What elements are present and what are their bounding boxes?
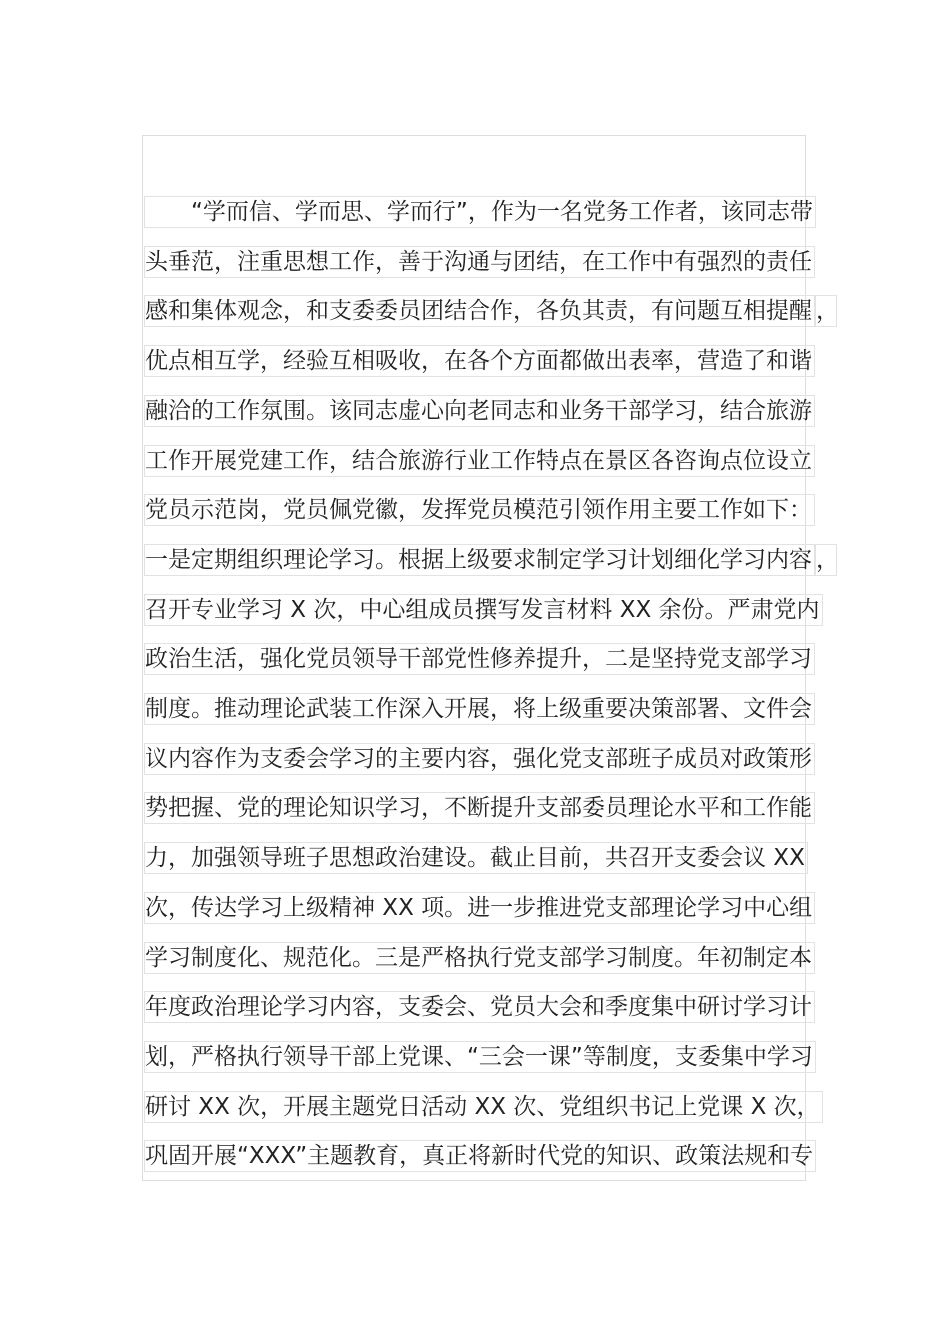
- text-line: 年度政治理论学习内容，支委会、党员大会和季度集中研讨学习计: [144, 991, 815, 1023]
- text-line: 一是定期组织理论学习。根据上级要求制定学习计划细化学习内容: [144, 544, 815, 576]
- text-line: 学习制度化、规范化。三是严格执行党支部学习制度。年初制定本: [144, 942, 815, 974]
- text-line: 感和集体观念，和支委委员团结合作，各负其责，有问题互相提醒: [144, 295, 815, 327]
- text-line: 巩固开展“XXX”主题教育，真正将新时代党的知识、政策法规和专: [144, 1140, 816, 1172]
- text-line: 研讨 XX 次，开展主题党日活动 XX 次、党组织书记上党课 X 次，: [144, 1091, 823, 1123]
- text-line: 党员示范岗，党员佩党徽，发挥党员模范引领作用主要工作如下：: [144, 494, 815, 526]
- text-row: [144, 494, 815, 526]
- text-row: [144, 1041, 816, 1073]
- text-row: [144, 942, 815, 974]
- text-row: [144, 792, 815, 824]
- text-row: [144, 246, 815, 278]
- overflow-punctuation: ，: [815, 544, 837, 576]
- text-row: [144, 295, 837, 327]
- text-row: [144, 544, 837, 576]
- text-line: 划，严格执行领导干部上党课、“三会一课”等制度，支委集中学习: [144, 1041, 816, 1073]
- text-row: [144, 395, 815, 427]
- text-line: 优点相互学，经验互相吸收，在各个方面都做出表率，营造了和谐: [144, 345, 815, 377]
- text-row: [144, 892, 815, 924]
- text-line: 势把握、党的理论知识学习，不断提升支部委员理论水平和工作能: [144, 792, 815, 824]
- text-row: [144, 643, 815, 675]
- text-row: [144, 196, 816, 228]
- text-line: 制度。推动理论武装工作深入开展，将上级重要决策部署、文件会: [144, 693, 815, 725]
- text-line: 工作开展党建工作，结合旅游行业工作特点在景区各咨询点位设立: [144, 445, 815, 477]
- overflow-punctuation: ，: [815, 295, 837, 327]
- text-line: 力，加强领导班子思想政治建设。截止目前，共召开支委会议 XX: [144, 842, 808, 874]
- text-row: [144, 1091, 823, 1123]
- text-line: 政治生活，强化党员领导干部党性修养提升，二是坚持党支部学习: [144, 643, 815, 675]
- text-line: 召开专业学习 X 次，中心组成员撰写发言材料 XX 余份。严肃党内: [144, 594, 823, 626]
- text-line: 次，传达学习上级精神 XX 项。进一步推进党支部理论学习中心组: [144, 892, 815, 924]
- text-line: 议内容作为支委会学习的主要内容，强化党支部班子成员对政策形: [144, 743, 815, 775]
- text-row: [144, 1140, 816, 1172]
- text-row: [144, 991, 815, 1023]
- text-row: [144, 594, 823, 626]
- text-line: “学而信、学而思、学而行”，作为一名党务工作者，该同志带: [144, 196, 816, 228]
- text-line: 头垂范，注重思想工作，善于沟通与团结，在工作中有强烈的责任: [144, 246, 815, 278]
- text-line: 融洽的工作氛围。该同志虚心向老同志和业务干部学习，结合旅游: [144, 395, 815, 427]
- text-row: [144, 445, 815, 477]
- text-row: [144, 743, 815, 775]
- text-row: [144, 842, 808, 874]
- text-row: [144, 345, 815, 377]
- text-row: [144, 693, 815, 725]
